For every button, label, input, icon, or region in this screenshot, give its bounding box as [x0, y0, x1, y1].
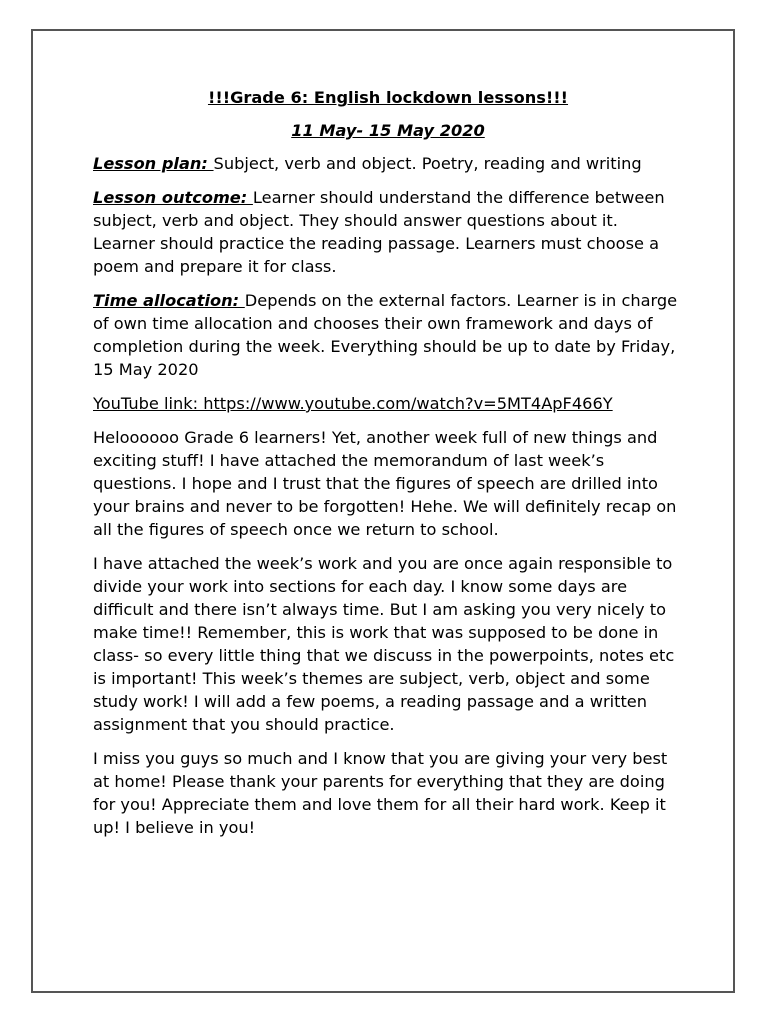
time-allocation-label: Time allocation: [93, 291, 245, 310]
body-paragraph-1: Heloooooo Grade 6 learners! Yet, another week full of new things and exciting stuff! I have attached the memorandum of last week’s questions. I hope and I trust that the figures of speech are drilled into your brains and never to be forgotten! Hehe. We will definitely recap on all the figures of speech once we return to school. [93, 428, 677, 539]
body-paragraph-3: I miss you guys so much and I know that you are giving your very best at home! Please thank your parents for everything that they are doing for you! Appreciate them and love them for all their hard work. Keep it up! I believe in you! [93, 749, 668, 837]
document-body [93, 86, 683, 850]
youtube-link[interactable]: YouTube link: https://www.youtube.com/watch?v=5MT4ApF466Y [93, 394, 613, 413]
time-allocation-paragraph [93, 289, 683, 381]
lesson-outcome-label: Lesson outcome: [93, 188, 253, 207]
lesson-plan-text: Subject, verb and object. Poetry, reading and writing [213, 154, 642, 173]
time-allocation-text: Depends on the external factors. Learner is in charge of own time allocation and chooses their own framework and days of completion during the week. Everything should be up to date by Friday, 15 May 2020 [93, 291, 678, 379]
youtube-link-paragraph [93, 392, 683, 415]
lesson-outcome-text: Learner should understand the difference between subject, verb and object. They should answer questions about it. Learner should practice the reading passage. Learners must choose a poem and prepare it for class. [93, 188, 665, 276]
lesson-outcome-paragraph [93, 186, 683, 278]
date-range: 11 May- 15 May 2020 [291, 121, 485, 140]
document-title: !!!Grade 6: English lockdown lessons!!! [207, 88, 569, 107]
body-paragraph-2: I have attached the week’s work and you are once again responsible to divide your work into sections for each day. I know some days are difficult and there isn’t always time. But I am asking you very nicely to make time!! Remember, this is work that was supposed to be done in class- so every little thing that we discuss in the powerpoints, notes etc is important! This week’s themes are subject, verb, object and some study work! I will add a few poems, a reading passage and a written assignment that you should practice. [93, 554, 675, 734]
lesson-plan-label: Lesson plan: [93, 154, 214, 173]
lesson-plan-paragraph [93, 152, 683, 175]
